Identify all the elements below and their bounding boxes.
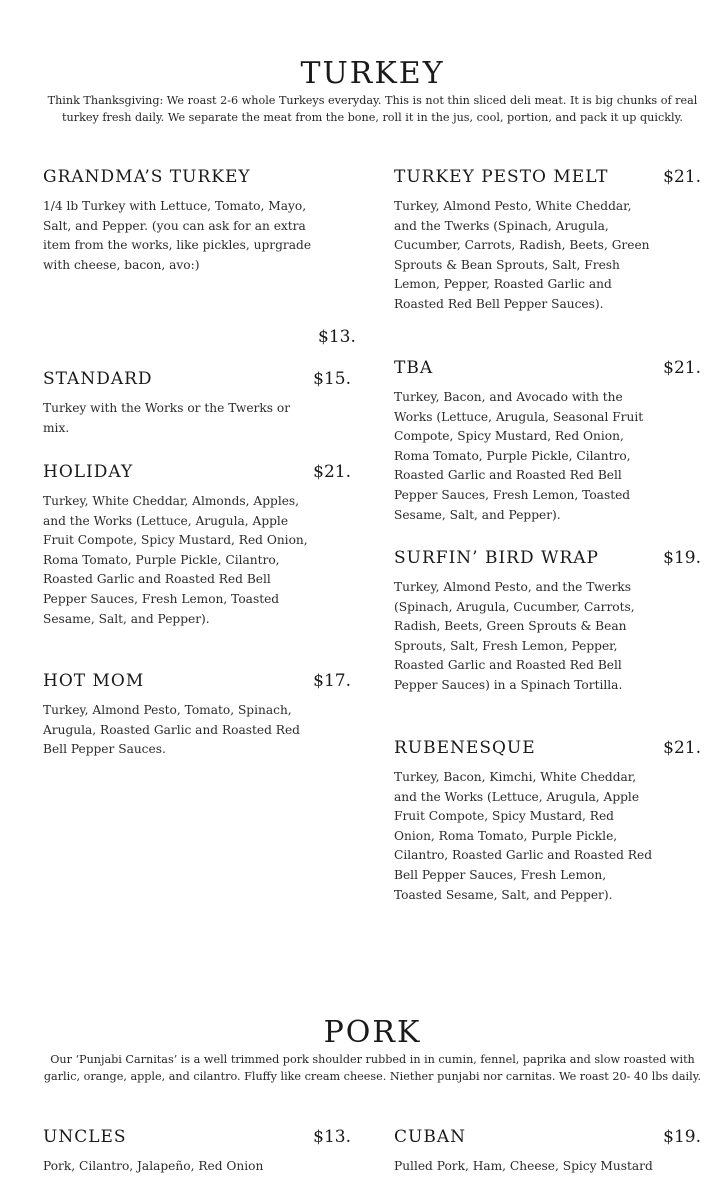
item-name: HOT MOM [43,671,145,691]
item-description: Turkey, Bacon, Kimchi, White Cheddar, and the Works (Lettuce, Arugula, Apple Fruit Compote, Spicy Mustard, Red Onion, Roma Tomato, Purple Pickle, Cilantro, Roasted Garlic and Roasted Red Bell Pepper Sauces, Fresh Lemon, Toasted Sesame, Salt, and Pepper). [394,770,652,902]
item-price: $21. [663,358,701,378]
menu-item-grandmas-turkey [43,167,351,317]
item-name: TURKEY PESTO MELT [394,167,609,187]
menu-item-standard [43,369,351,435]
menu-item-uncles [43,1127,351,1177]
item-name: CUBAN [394,1127,466,1147]
menu-item-holiday [43,462,351,642]
section-title-turkey: TURKEY [300,56,445,91]
item-description: Turkey, Bacon, and Avocado with the Works (Lettuce, Arugula, Seasonal Fruit Compote, Spicy Mustard, Red Onion, Roma Tomato, Purple Pickle, Cilantro, Roasted Garlic and Roasted Red Bell Pepper Sauces, Fresh Lemon, Toasted Sesame, Salt, and Pepper). [394,390,644,522]
item-name: UNCLES [43,1127,127,1147]
item-name: HOLIDAY [43,462,134,482]
item-description: Pork, Cilantro, Jalapeño, Red Onion [43,1159,264,1173]
item-description: Turkey, Almond Pesto, and the Twerks (Spinach, Arugula, Cucumber, Carrots, Radish, Beets, Green Sprouts & Bean Sprouts, Salt, Fresh Lemon, Pepper, Roasted Garlic and Roasted Red Bell Pepper Sauces) in a Spinach Tortilla. [394,580,635,692]
item-price: $19. [663,548,701,568]
item-name: SURFIN’ BIRD WRAP [394,548,599,568]
item-price: $13. [313,1127,351,1147]
item-price: $19. [663,1127,701,1147]
item-description: Turkey with the Works or the Twerks or mix. [43,401,291,435]
item-price: $21. [663,167,701,187]
menu-item-surfin-bird-wrap [394,548,701,708]
item-price: $13. [318,327,356,347]
item-description: 1/4 lb Turkey with Lettuce, Tomato, Mayo, Salt, and Pepper. (you can ask for an extra item from the works, like pickles, uprgrade with cheese, bacon, avo:) [43,199,312,272]
section-description-turkey: Think Thanksgiving: We roast 2-6 whole Turkeys everyday. This is not thin sliced deli meat. It is big chunks of real turkey fresh daily. We separate the meat from the bone, roll it in the jus, cool, portion, and pack it up quickly. [47,94,698,124]
menu-item-cuban [394,1127,701,1177]
item-name: TBA [394,358,434,378]
section-title-pork: PORK [323,1015,422,1050]
item-name: STANDARD [43,369,153,389]
section-description-pork: Our ‘Punjabi Carnitas’ is a well trimmed pork shoulder rubbed in in cumin, fennel, paprika and slow roasted with garlic, orange, apple, and cilantro. Fluffy like cream cheese. Niether punjabi nor carnitas. We roast 20- 40 lbs daily. [43,1053,702,1083]
item-name: RUBENESQUE [394,738,536,758]
item-description: Turkey, Almond Pesto, Tomato, Spinach, Arugula, Roasted Garlic and Roasted Red Bell Pepper Sauces. [43,703,300,757]
item-description: Turkey, White Cheddar, Almonds, Apples, and the Works (Lettuce, Arugula, Apple Fruit Compote, Spicy Mustard, Red Onion, Roma Tomato, Purple Pickle, Cilantro, Roasted Garlic and Roasted Red Bell Pepper Sauces, Fresh Lemon, Toasted Sesame, Salt, and Pepper). [43,494,308,626]
item-name: GRANDMA’S TURKEY [43,167,251,187]
item-description: Pulled Pork, Ham, Cheese, Spicy Mustard [394,1159,653,1173]
menu-item-tba [394,358,701,522]
menu-item-turkey-pesto-melt [394,167,701,317]
item-price: $21. [663,738,701,758]
item-price: $15. [313,369,351,389]
menu-item-hot-mom [43,671,351,771]
item-price: $21. [313,462,351,482]
item-price: $17. [313,671,351,691]
item-description: Turkey, Almond Pesto, White Cheddar, and the Twerks (Spinach, Arugula, Cucumber, Carrots, Radish, Beets, Green Sprouts & Bean Sprouts, Salt, Fresh Lemon, Pepper, Roasted Garlic and Roasted Red Bell Pepper Sauces). [394,199,650,311]
menu-item-rubenesque [394,738,701,918]
